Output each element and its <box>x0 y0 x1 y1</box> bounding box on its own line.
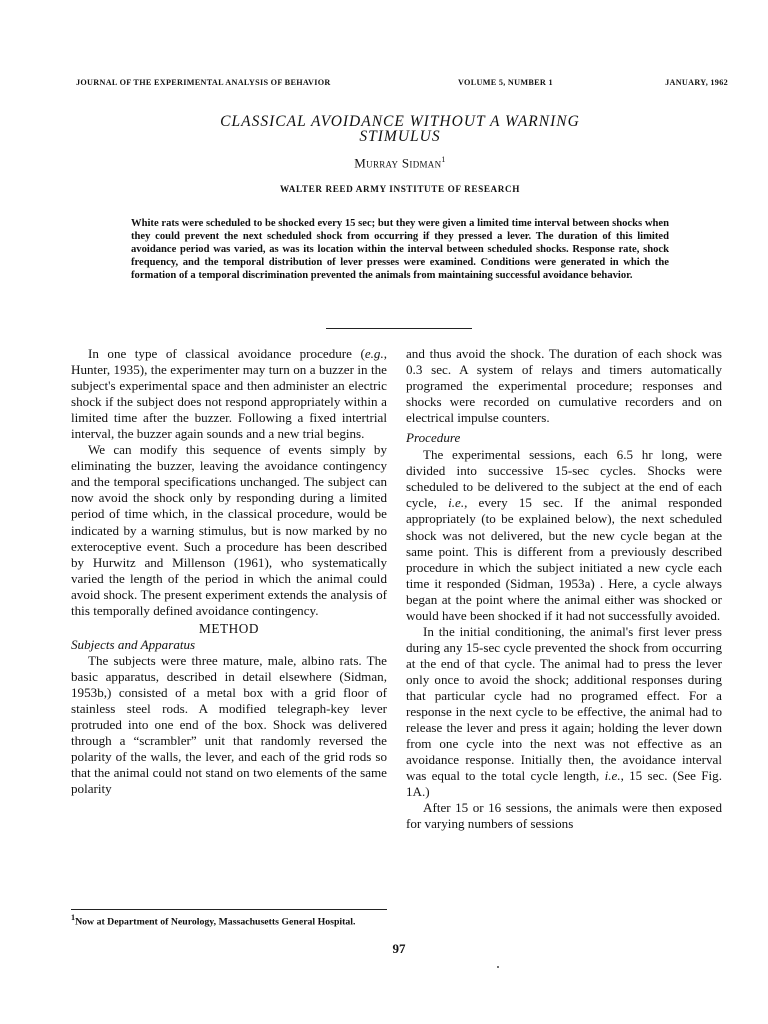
abstract: White rats were scheduled to be shocked every 15 sec; but they were given a limited time interval between shocks when they could prevent the next scheduled shock from occurring if they pressed a lever. The duration of this limited avoidance period was varied, as was its location within the interval between scheduled shocks. Response rate, shock frequency, and the temporal distribution of lever presses were examined. Conditions were generated in which the formation of a temporal discrimination prevented the animals from maintaining successful avoidance behavior. <box>131 218 669 282</box>
subsection-heading: Procedure <box>406 430 461 446</box>
subsection-heading: Subjects and Apparatus <box>71 636 196 652</box>
page-number: 97 <box>392 941 406 956</box>
speck-mark <box>497 966 499 968</box>
journal-name: JOURNAL OF THE EXPERIMENTAL ANALYSIS OF BEHAVIOR <box>76 78 331 87</box>
footnote-mark: 1 <box>71 913 76 922</box>
footnote-text: Now at Department of Neurology, Massachusetts General Hospital. <box>75 916 356 928</box>
paragraph: In the initial conditioning, the animal's first lever press during any 15-sec cycle prevented the shock from occurring at the end of that cycle. The animal had to press the lever only once to avoid the shock; additional responses during that particular cycle had no programed effect. For a response in the next cycle to be effective, the animal had to release the lever and press it again; holding the lever down from one cycle into the next was not effective as an avoidance response. Initially then, the avoidance interval was equal to the total cycle length, i.e., 15 sec. (See Fig. 1A.) <box>406 623 722 800</box>
title-line-2: STIMULUS <box>359 128 441 145</box>
author <box>200 155 600 171</box>
paragraph: We can modify this sequence of events simply by eliminating the buzzer, leaving the avoidance contingency and the temporal specifications unchanged. The subject can now avoid the shock only by responding during a limited period of time which, in the classical procedure, would be indicated by a warning stimulus, but is now marked by no exteroceptive event. Such a procedure has been described by Hurwitz and Millenson (1961), who systematically varied the length of the period in which the animal could avoid shock. The present experiment extends the analysis of this temporally defined avoidance contingency. <box>71 442 387 618</box>
paragraph: and thus avoid the shock. The duration of each shock was 0.3 sec. A system of relays and timers automatically programed the experimental procedure; responses and shocks were recorded on cumulative recorders and on electrical impulse counters. <box>406 346 722 426</box>
title-line-1: CLASSICAL AVOIDANCE WITHOUT A WARNING <box>220 113 580 130</box>
author-footnote-mark: 1 <box>441 155 446 164</box>
affiliation: WALTER REED ARMY INSTITUTE OF RESEARCH <box>279 184 521 194</box>
volume-number: VOLUME 5, NUMBER 1 <box>458 78 553 87</box>
paragraph: The experimental sessions, each 6.5 hr long, were divided into successive 15-sec cycles. Shocks were scheduled to be delivered to the subject at the end of each cycle, i.e., every 15 sec. If the animal responded appropriately (to be explained below), the next scheduled shock was not delivered, but the new cycle began at the same point. This is different from a previously described procedure in which the subject initiated a new cycle each time it responded (Sidman, 1953a) . Here, a cycle always began at the point where the animal either was shocked or would have been shocked if it had not successfully avoided. <box>406 447 723 623</box>
issue-date: JANUARY, 1962 <box>665 78 728 87</box>
paragraph: The subjects were three mature, male, albino rats. The basic apparatus, described in detail elsewhere (Sidman, 1953b,) consisted of a metal box with a grid floor of stainless steel rods. A modified telegraph-key lever protruded into one end of the box. Shock was delivered through a “scrambler” unit that randomly reversed the polarity of the walls, the lever, and each of the grid rods so that the animal could not stand on two elements of the same polarity <box>71 652 387 797</box>
section-divider <box>326 328 472 329</box>
left-column <box>71 346 387 797</box>
article-title <box>150 114 650 144</box>
paragraph: After 15 or 16 sessions, the animals were then exposed for varying numbers of sessions <box>406 800 722 832</box>
author-name: Murray Sidman <box>354 155 442 171</box>
footnote <box>71 909 387 928</box>
right-column <box>406 346 722 832</box>
paragraph: In one type of classical avoidance procedure (e.g., Hunter, 1935), the experimenter may turn on a buzzer in the subject's experimental space and then administer an electric shock if the subject does not respond appropriately within a limited time after the buzzer. Following a fixed intertrial interval, the buzzer again sounds and a new trial begins. <box>71 346 387 442</box>
section-heading-method: METHOD <box>199 620 259 636</box>
running-header <box>76 78 728 92</box>
